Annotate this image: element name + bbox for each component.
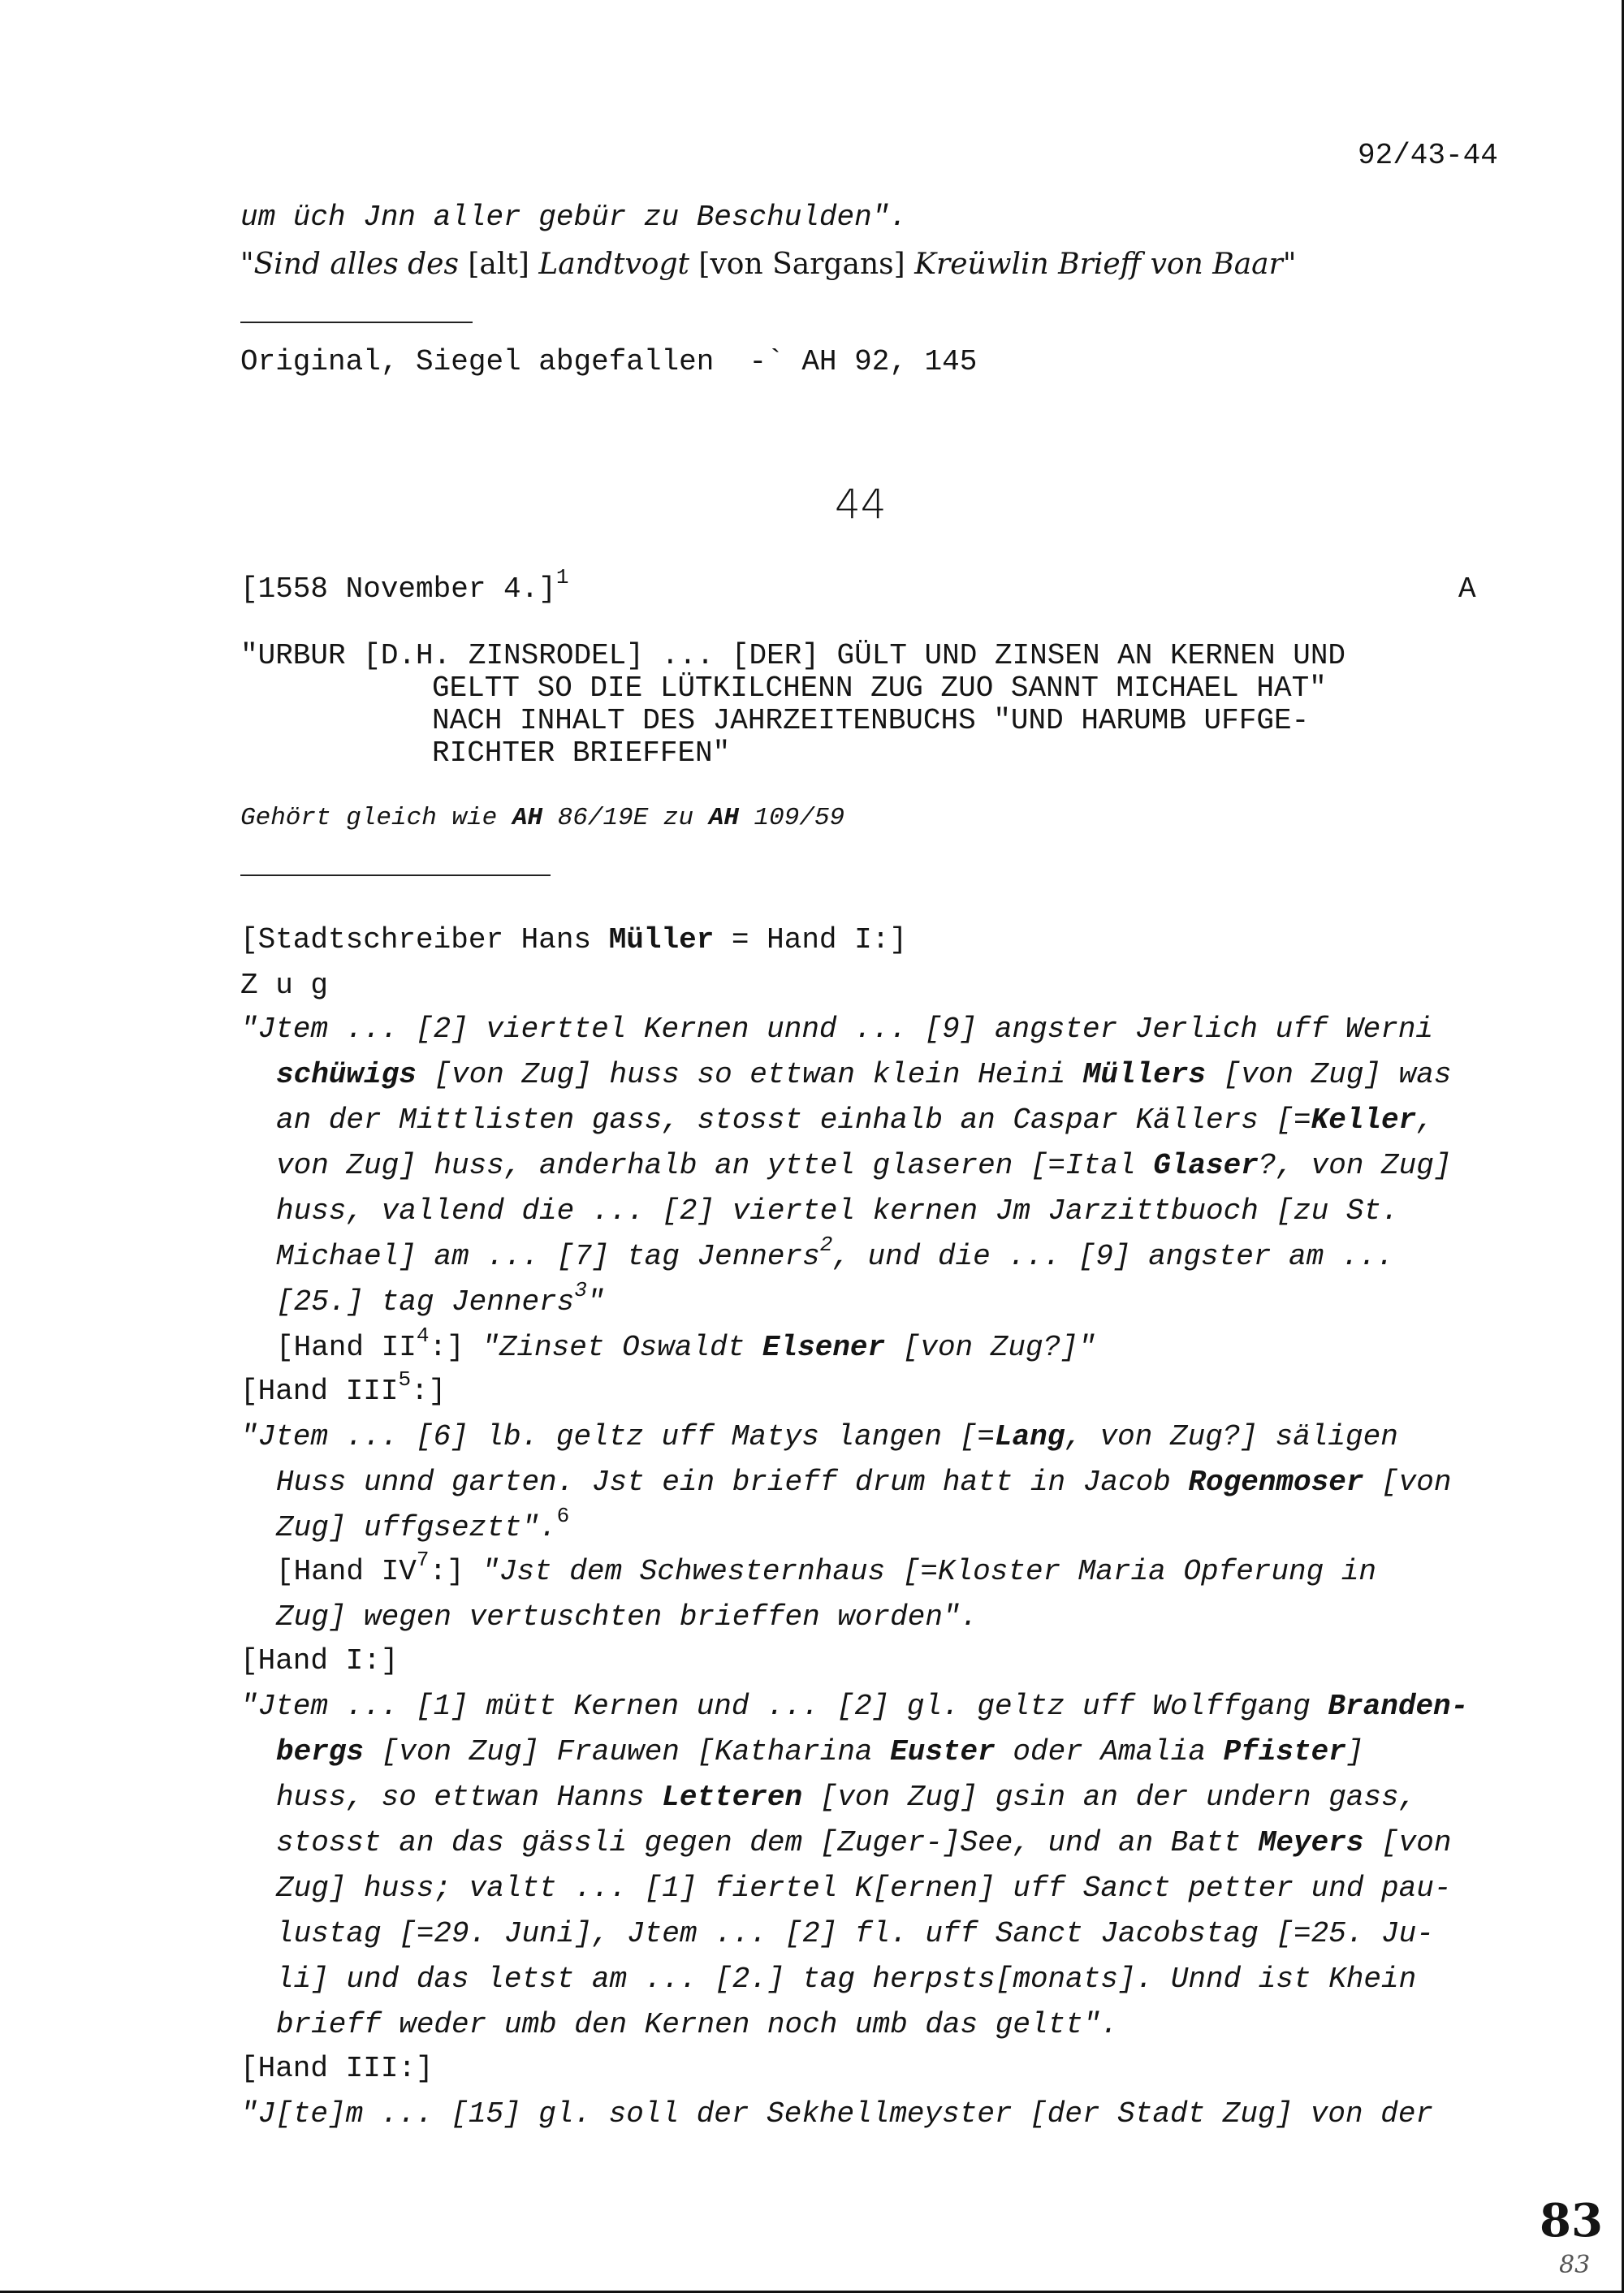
document-letter: A	[1458, 572, 1476, 606]
entry-line: [Hand $IV^7$:] "Jst dem Schwesternhaus [=Kloster Maria Opferung in	[276, 1548, 1377, 1588]
document-title-line: "URBUR [D.H. ZINSRODEL] ... [DER] GÜLT UND ZINSEN AN KERNEN UND	[240, 639, 1346, 672]
separator-rule	[240, 874, 551, 876]
entry-line: huss, so ettwan Hanns Letteren [von Zug] gsin an der undern gass,	[276, 1781, 1417, 1814]
entry-line: von Zug] huss, anderhalb an yttel glaseren [=Ital Glaser?, von Zug]	[276, 1149, 1452, 1182]
entry-line: stosst an das gässli gegen dem [Zuger-]See, und an Batt Meyers [von	[276, 1826, 1452, 1859]
entry-line: bergs [von Zug] Frauwen [Katharina Euster oder Amalia Pfister]	[276, 1735, 1364, 1768]
entry-line: Zug] wegen vertuschten brieffen worden".	[276, 1600, 978, 1634]
entry-line: "Jtem ... [6] lb. geltz uff Matys langen [=Lang, von Zug?] säligen	[240, 1420, 1398, 1453]
entry-line: "Jtem ... [2] vierttel Kernen unnd ... [9] angster Jerlich uff Werni	[240, 1013, 1434, 1046]
document-note: Gehört gleich wie AH 86/19E zu AH 109/59	[240, 804, 845, 832]
document-number: 44	[835, 481, 887, 528]
handwritten-page-number: 83	[1540, 2194, 1603, 2248]
entry-line: huss, vallend die ... [2] viertel kernen Jm Jarzittbuoch [zu St.	[276, 1194, 1399, 1228]
prev-doc-source: Original, Siegel abgefallen -` AH 92, 145	[240, 345, 978, 378]
hand-label: [Hand I:]	[240, 1644, 399, 1678]
entry-line: Michael] am ... [7] tag Jenners$^2$, und die ... [9] angster am ...	[276, 1233, 1394, 1273]
separator-rule	[240, 322, 473, 323]
hand-label: [Hand III:]	[240, 2052, 434, 2085]
scribe-line: [Stadtschreiber Hans Müller = Hand I:]	[240, 923, 907, 956]
prev-doc-dorsal-note: "Sind alles des [alt] Landtvogt [von Sargans] Kreüwlin Brieff von Baar"	[240, 248, 1297, 281]
document-title-line: RICHTER BRIEFFEN"	[432, 736, 731, 770]
entry-line: brieff weder umb den Kernen noch umb das geltt".	[276, 2008, 1118, 2041]
entry-line: [25.] tag Jenners$^3$"	[276, 1278, 605, 1319]
place-heading: Z u g	[240, 969, 329, 1002]
entry-line: lustag [=29. Juni], Jtem ... [2] fl. uff Sanct Jacobstag [=25. Ju-	[276, 1917, 1434, 1950]
entry-line: li] und das letst am ... [2.] tag herpsts[monats]. Unnd ist Khein	[276, 1963, 1417, 1996]
document-date: [1558 November 4.]$^1$	[240, 565, 569, 606]
entry-line: "Jtem ... [1] mütt Kernen und ... [2] gl. geltz uff Wolffgang Branden-	[240, 1690, 1469, 1723]
entry-line: Zug] huss; valtt ... [1] fiertel K[ernen] uff Sanct petter und pau-	[276, 1872, 1452, 1905]
hand-label: [Hand III$^5$:]	[240, 1367, 447, 1408]
entry-line: an der Mittlisten gass, stosst einhalb an Caspar Källers [=Keller,	[276, 1103, 1434, 1137]
entry-line: Zug] uffgseztt".$^6$	[276, 1504, 570, 1544]
entry-line: "J[te]m ... [15] gl. soll der Sekhellmeyster [der Stadt Zug] von der	[240, 2097, 1434, 2131]
page-reference: 92/43-44	[1358, 139, 1498, 172]
prev-doc-closing-line: um üch Jnn aller gebür zu Beschulden".	[240, 201, 907, 234]
document-title-line: NACH INHALT DES JAHRZEITENBUCHS "UND HARUMB UFFGE-	[432, 704, 1310, 737]
entry-line: [Hand $II^4$:] "Zinset Oswaldt Elsener [von Zug?]"	[276, 1324, 1096, 1364]
entry-line: schüwigs [von Zug] huss so ettwan klein Heini Müllers [von Zug] was	[276, 1058, 1452, 1091]
entry-line: Huss unnd garten. Jst ein brieff drum hatt in Jacob Rogenmoser [von	[276, 1466, 1452, 1499]
document-title-line: GELTT SO DIE LÜTKILCHENN ZUG ZUO SANNT MICHAEL HAT"	[432, 671, 1327, 705]
pencil-page-number: 83	[1559, 2251, 1591, 2279]
